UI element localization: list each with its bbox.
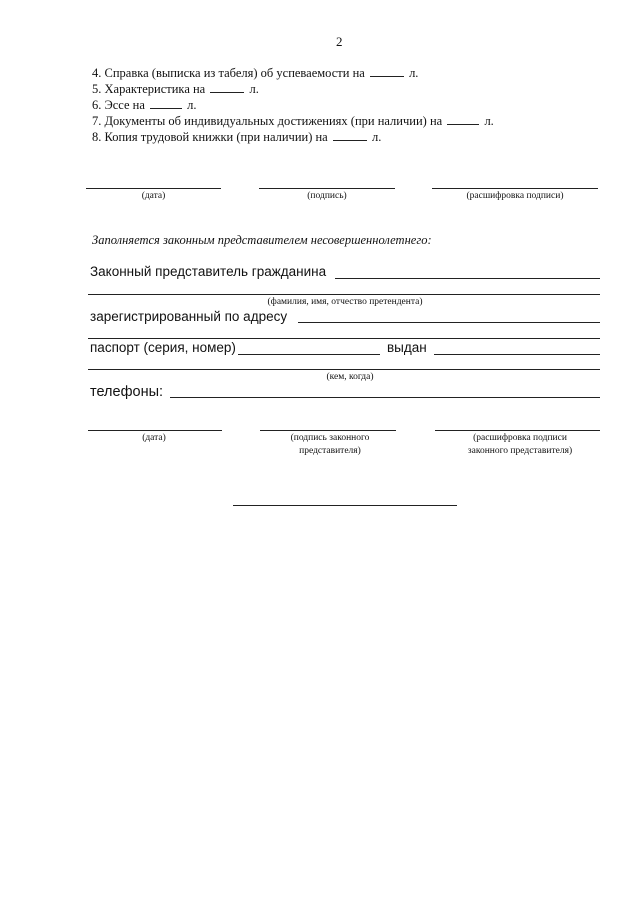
date-caption: (дата) [141,191,166,201]
date-line[interactable] [86,188,221,189]
list-item-text: 8. Копия трудовой книжки (при наличии) на [92,130,328,144]
guardian-decoding-caption-2: законного представителя) [467,446,573,456]
list-item-8 [92,129,381,145]
passport-field[interactable] [238,354,380,355]
list-item-unit: л. [409,66,419,80]
phones-label: телефоны: [90,384,164,400]
guardian-signature-line[interactable] [260,430,396,431]
blank-field[interactable] [150,97,182,109]
representative-field-2[interactable] [88,294,600,295]
closing-divider [233,505,457,506]
issued-label: выдан [387,340,427,355]
representative-field[interactable] [335,278,600,279]
address-field-2[interactable] [88,338,600,339]
list-item-text: 4. Справка (выписка из табеля) об успеваемости на [92,66,365,80]
page-number: 2 [336,34,343,49]
address-label: зарегистрированный по адресу [90,309,288,324]
signature-line[interactable] [259,188,395,189]
blank-field[interactable] [333,129,367,141]
guardian-date-line[interactable] [88,430,222,431]
list-item-text: 6. Эссе на [92,98,145,112]
list-item-6 [92,97,197,113]
list-item-4 [92,65,418,81]
fio-caption: (фамилия, имя, отчество претендента) [267,297,423,307]
guardian-heading: Заполняется законным представителем несовершеннолетнего: [92,233,432,247]
guardian-decoding-caption-1: (расшифровка подписи [473,433,567,443]
blank-field[interactable] [370,65,404,77]
passport-label: паспорт (серия, номер) [90,340,236,355]
guardian-decoding-line[interactable] [435,430,600,431]
blank-field[interactable] [210,81,244,93]
phones-field[interactable] [170,397,600,398]
list-item-unit: л. [371,130,382,144]
issued-field[interactable] [434,354,600,355]
list-item-text: 5. Характеристика на [92,82,206,96]
address-field[interactable] [298,322,600,323]
representative-label: Законный представитель гражданина [90,264,327,279]
issued-caption: (кем, когда) [326,372,374,382]
list-item-unit: л. [249,82,259,96]
list-item-unit: л. [187,98,197,112]
issued-field-2[interactable] [88,369,600,370]
guardian-signature-caption-1: (подпись законного [290,433,370,443]
decoding-caption: (расшифровка подписи) [466,191,564,201]
guardian-date-caption: (дата) [142,433,166,443]
blank-field[interactable] [447,113,479,125]
list-item-7 [92,113,494,129]
list-item-unit: л. [484,114,494,128]
list-item-text: 7. Документы об индивидуальных достижениях (при наличии) на [92,114,443,128]
decoding-line[interactable] [432,188,598,189]
list-item-5 [92,81,259,97]
signature-caption: (подпись) [307,191,347,201]
guardian-signature-caption-2: представителя) [299,446,361,456]
